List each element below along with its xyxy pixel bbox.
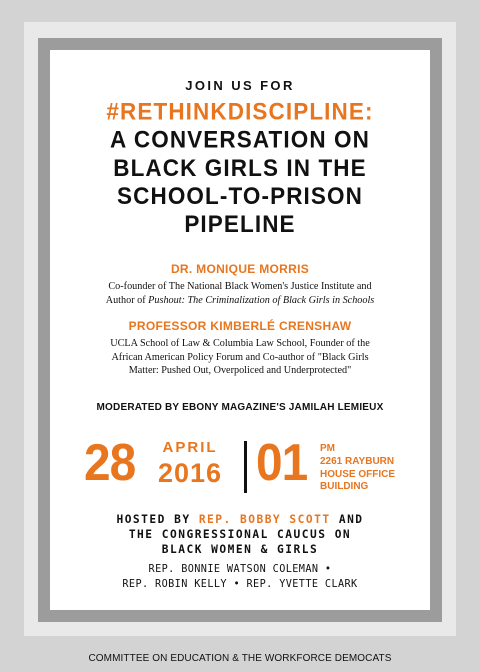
title-line: SCHOOL-TO-PRISON <box>117 182 363 210</box>
committee-footer: COMMITTEE ON EDUCATION & THE WORKFORCE DEMOCATS <box>88 653 392 664</box>
date-divider <box>244 441 247 493</box>
event-year: 2016 <box>158 458 223 488</box>
desc-prefix: Author of <box>105 294 149 306</box>
representatives <box>50 562 430 592</box>
event-venue <box>320 456 420 494</box>
venue-line: BUILDING <box>320 481 369 492</box>
speaker-desc-morris <box>58 280 422 307</box>
event-month: APRIL <box>162 439 218 456</box>
speaker-desc-line: Matter: Pushed Out, Overpoliced and Underprotected" <box>128 365 352 376</box>
venue-line: HOUSE OFFICE <box>320 468 396 480</box>
hosted-line: BLACK WOMEN & GIRLS <box>161 543 319 556</box>
speaker-name-crenshaw: PROFESSOR KIMBERLÉ CRENSHAW <box>128 319 352 333</box>
flyer-card <box>50 50 430 610</box>
host-rep: REP. BOBBY SCOTT <box>198 513 331 526</box>
date-time-block <box>84 434 404 499</box>
moderator-line: MODERATED BY EBONY MAGAZINE'S JAMILAH LEMIEUX <box>96 402 384 413</box>
title-line: A CONVERSATION ON <box>110 126 370 154</box>
book-title: Pushout: The Criminalization of Black Girls in Schools <box>148 294 375 306</box>
hosted-line: THE CONGRESSIONAL CAUCUS ON <box>128 528 352 541</box>
speaker-desc-line <box>58 294 422 308</box>
title-line: PIPELINE <box>184 210 296 238</box>
event-ampm: PM <box>320 443 335 454</box>
reps-line: REP. BONNIE WATSON COLEMAN • <box>148 564 332 575</box>
speaker-desc-line: Co-founder of The National Black Women's Justice Institute and <box>108 281 372 292</box>
hosted-line <box>50 512 430 527</box>
speaker-desc-crenshaw <box>58 337 422 378</box>
speaker-name-morris: DR. MONIQUE MORRIS <box>170 262 310 276</box>
speaker-desc-line: UCLA School of Law & Columbia Law School, Founder of the <box>110 338 370 349</box>
hosted-by <box>50 512 430 557</box>
reps-line: REP. ROBIN KELLY • REP. YVETTE CLARK <box>122 579 358 590</box>
join-us-heading: JOIN US FOR <box>185 78 295 93</box>
title-hashtag: #RETHINKDISCIPLINE: <box>106 98 374 125</box>
event-hour: 01 <box>256 434 308 492</box>
hosted-prefix: HOSTED BY <box>116 513 199 526</box>
speaker-desc-line: African American Policy Forum and Co-author of "Black Girls <box>111 351 369 363</box>
event-title <box>50 98 430 238</box>
title-line: BLACK GIRLS IN THE <box>113 154 367 182</box>
month-year <box>158 439 222 489</box>
event-day: 28 <box>84 434 136 492</box>
hosted-suffix: AND <box>330 513 364 526</box>
venue-line: 2261 RAYBURN <box>320 456 395 467</box>
